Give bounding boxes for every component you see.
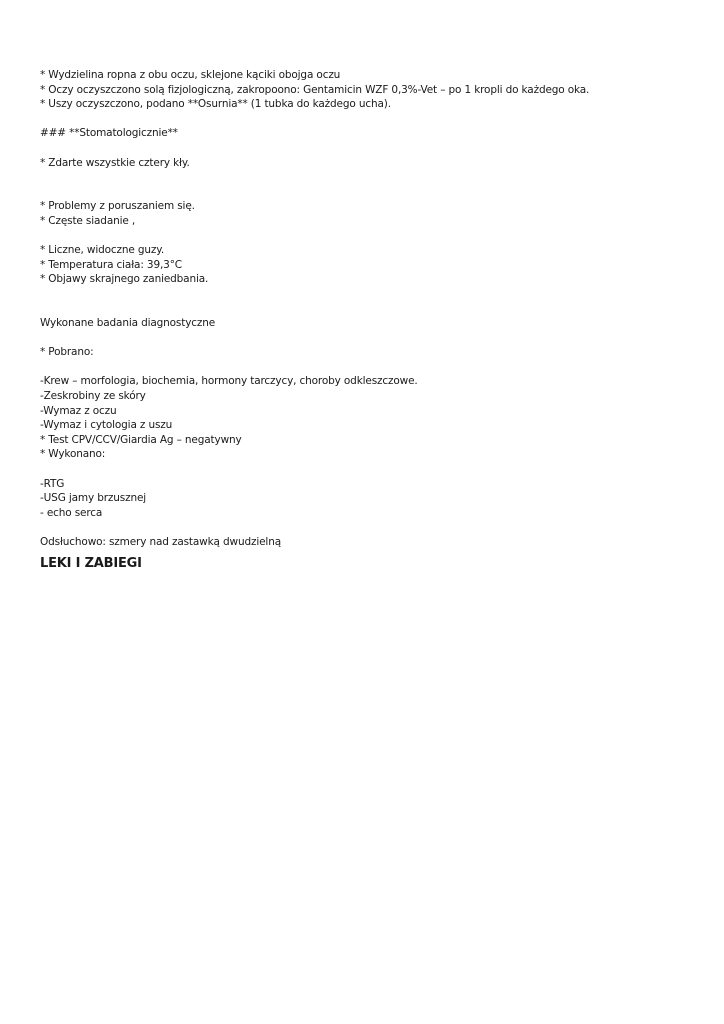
blank-line	[40, 331, 700, 346]
text-line: * Test CPV/CCV/Giardia Ag – negatywny	[40, 433, 242, 446]
text-line: -RTG	[40, 477, 65, 490]
blank-line	[40, 141, 700, 156]
text-line: * Temperatura ciała: 39,3°C	[40, 258, 182, 271]
text-line: -Zeskrobiny ze skóry	[40, 390, 146, 403]
text-line: Wykonane badania diagnostyczne	[40, 317, 216, 330]
blank-line	[40, 185, 700, 200]
text-line: * Oczy oczyszczono solą fizjologiczną, zakropoono: Gentamicin WZF 0,3%-Vet – po 1 kropli do każdego oka.	[40, 83, 590, 96]
blank-line	[40, 112, 700, 127]
text-line: * Częste siadanie ,	[40, 214, 136, 227]
text-line: * Zdarte wszystkie cztery kły.	[40, 156, 190, 169]
blank-line	[40, 170, 700, 185]
text-line: -Wymaz z oczu	[40, 404, 117, 417]
text-line: * Objawy skrajnego zaniedbania.	[40, 273, 209, 286]
document-page	[40, 68, 700, 571]
text-line: -Krew – morfologia, biochemia, hormony tarczycy, choroby odkleszczowe.	[40, 375, 418, 388]
blank-line	[40, 302, 700, 317]
text-line: * Pobrano:	[40, 346, 94, 359]
text-line: -Wymaz i cytologia z uszu	[40, 419, 173, 432]
text-line: ### **Stomatologicznie**	[40, 127, 178, 140]
text-line: * Problemy z poruszaniem się.	[40, 200, 195, 213]
blank-line	[40, 287, 700, 302]
text-line: * Uszy oczyszczono, podano **Osurnia** (1 tubka do każdego ucha).	[40, 98, 391, 111]
text-line: -USG jamy brzusznej	[40, 492, 147, 505]
blank-line	[40, 360, 700, 375]
text-line: - echo serca	[40, 506, 103, 519]
blank-line	[40, 520, 700, 535]
text-line: * Wykonano:	[40, 448, 106, 461]
blank-line	[40, 462, 700, 477]
text-line: Odsłuchowo: szmery nad zastawką dwudzielną	[40, 536, 281, 548]
text-line: * Liczne, widoczne guzy.	[40, 244, 165, 257]
text-line: * Wydzielina ropna z obu oczu, sklejone kąciki obojga oczu	[40, 69, 341, 81]
section-heading: LEKI I ZABIEGI	[40, 555, 142, 571]
blank-line	[40, 229, 700, 244]
